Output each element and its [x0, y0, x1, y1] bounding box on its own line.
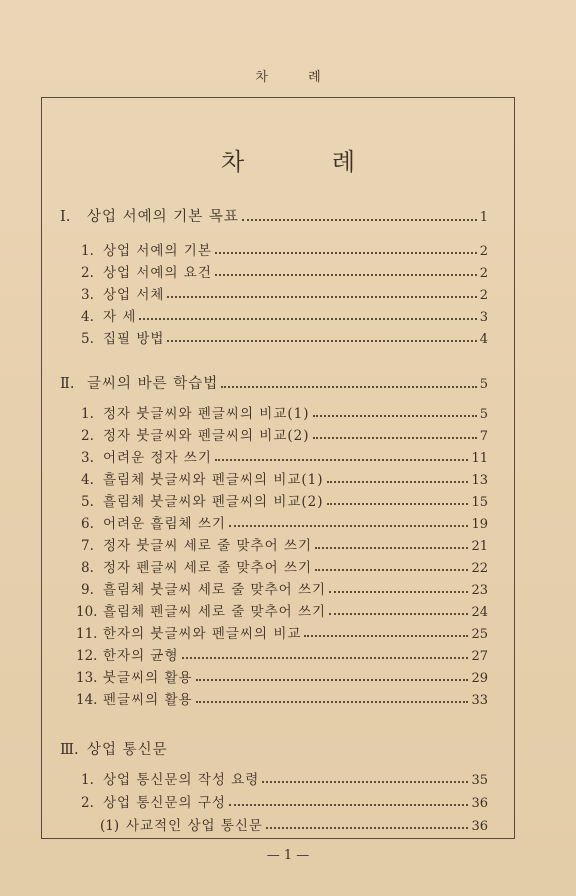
page-number: 19 — [471, 517, 488, 532]
toc-item[interactable] — [76, 600, 488, 620]
dot-leader — [139, 316, 476, 320]
page-number: 7 — [479, 429, 488, 444]
item-number: 2. — [81, 428, 94, 444]
item-label: 집필 방법 — [103, 331, 165, 347]
section-numeral: Ⅰ. — [60, 209, 71, 225]
toc-item[interactable] — [81, 446, 488, 466]
toc-item[interactable] — [81, 424, 488, 444]
item-label: 정자 붓글씨와 펜글씨의 비교(2) — [103, 428, 310, 444]
item-number: 3. — [81, 450, 94, 466]
item-label: 흘림체 붓글씨와 펜글씨의 비교(1) — [103, 472, 324, 488]
item-label: 자 세 — [103, 309, 137, 325]
item-number: 4. — [81, 472, 94, 488]
page-title: 차 례 — [221, 148, 395, 176]
toc-section-1[interactable] — [60, 205, 488, 226]
item-label: 정자 펜글씨 세로 줄 맞추어 쓰기 — [103, 560, 312, 576]
page-number: 33 — [471, 693, 488, 708]
dot-leader — [215, 272, 477, 276]
page-number: 5 — [479, 407, 488, 422]
page-number: 1 — [479, 210, 488, 225]
item-number: 1. — [81, 243, 94, 259]
toc-section-3[interactable] — [60, 738, 488, 759]
item-label: 상업 서예의 요건 — [103, 265, 212, 281]
item-number: 14. — [76, 692, 98, 708]
page-number: 22 — [471, 561, 488, 576]
page-number: 36 — [471, 819, 488, 834]
page-number: 23 — [471, 583, 488, 598]
page-number: 36 — [471, 796, 488, 811]
toc-item[interactable] — [81, 556, 488, 576]
section-numeral: Ⅲ. — [60, 742, 79, 758]
item-label: 상업 서체 — [103, 287, 165, 303]
dot-leader — [304, 633, 468, 637]
page-number: 24 — [471, 605, 488, 620]
item-label: 펜글씨의 활용 — [103, 692, 193, 708]
item-label: 상업 서예의 기본 — [103, 243, 212, 259]
dot-leader — [313, 435, 477, 439]
item-label: 흘림체 붓글씨 세로 줄 맞추어 쓰기 — [103, 582, 327, 598]
item-label: 한자의 균형 — [103, 648, 179, 664]
toc-item[interactable] — [81, 327, 488, 347]
toc-item[interactable] — [81, 512, 488, 532]
toc-item[interactable] — [81, 283, 488, 303]
dot-leader — [266, 825, 469, 829]
page-number: 4 — [479, 332, 488, 347]
dot-leader — [229, 523, 469, 527]
toc-item[interactable] — [81, 468, 488, 488]
toc-item[interactable] — [81, 490, 488, 510]
dot-leader — [215, 457, 469, 461]
dot-leader — [196, 699, 469, 703]
dot-leader — [315, 567, 468, 571]
page-number: 29 — [471, 671, 488, 686]
dot-leader — [167, 338, 476, 342]
item-label: 어려운 정자 쓰기 — [103, 450, 212, 466]
item-number: 8. — [81, 560, 94, 576]
item-label: 상업 통신문의 작성 요령 — [103, 772, 260, 788]
running-head: 차 례 — [255, 70, 339, 85]
item-number: 6. — [81, 516, 94, 532]
section-label: 상업 서예의 기본 목표 — [87, 209, 239, 225]
toc-item[interactable] — [81, 791, 488, 811]
dot-leader — [327, 501, 469, 505]
page-number: 2 — [479, 266, 488, 281]
subitem-number: (1) — [100, 818, 120, 834]
page-number: 15 — [471, 495, 488, 510]
item-number: 9. — [81, 582, 94, 598]
item-number: 3. — [81, 287, 94, 303]
toc-item[interactable] — [76, 688, 488, 708]
page-number: 2 — [479, 288, 488, 303]
toc-item[interactable] — [81, 768, 488, 788]
dot-leader — [215, 250, 477, 254]
dot-leader — [329, 589, 468, 593]
item-number: 7. — [81, 538, 94, 554]
section-numeral: Ⅱ. — [60, 376, 75, 392]
item-label: 한자의 붓글씨와 펜글씨의 비교 — [103, 626, 302, 642]
toc-item[interactable] — [81, 239, 488, 259]
page-number: 13 — [471, 473, 488, 488]
dot-leader — [313, 413, 477, 417]
toc-item[interactable] — [76, 644, 488, 664]
item-number: 5. — [81, 494, 94, 510]
item-label: 붓글씨의 활용 — [103, 670, 193, 686]
folio: — 1 — — [266, 848, 310, 863]
toc-section-2[interactable] — [60, 372, 488, 393]
dot-leader — [329, 611, 468, 615]
page-number: 35 — [471, 773, 488, 788]
item-number: 1. — [81, 406, 94, 422]
dot-leader — [182, 655, 469, 659]
toc-item[interactable] — [81, 402, 488, 422]
item-number: 4. — [81, 309, 94, 325]
page-number: 25 — [471, 627, 488, 642]
toc-item[interactable] — [76, 622, 488, 642]
item-label: 상업 통신문의 구성 — [103, 795, 226, 811]
dot-leader — [327, 479, 469, 483]
toc-item[interactable] — [81, 261, 488, 281]
toc-item[interactable] — [81, 305, 488, 325]
dot-leader — [242, 217, 477, 221]
dot-leader — [229, 802, 469, 806]
dot-leader — [315, 545, 468, 549]
page-number: 5 — [479, 377, 488, 392]
item-number: 2. — [81, 795, 94, 811]
page-number: 3 — [479, 310, 488, 325]
item-number: 12. — [76, 648, 98, 664]
page-number: 27 — [471, 649, 488, 664]
item-number: 10. — [76, 604, 98, 620]
page-number: 2 — [479, 244, 488, 259]
subitem-label: 사교적인 상업 통신문 — [126, 818, 263, 834]
item-label: 어려운 흘림체 쓰기 — [103, 516, 226, 532]
page-number: 11 — [471, 451, 488, 466]
section-label: 상업 통신문 — [87, 742, 168, 758]
dot-leader — [167, 294, 476, 298]
item-number: 11. — [76, 626, 98, 642]
item-number: 13. — [76, 670, 98, 686]
toc-item[interactable] — [81, 578, 488, 598]
item-number: 1. — [81, 772, 94, 788]
item-number: 5. — [81, 331, 94, 347]
page-number: 21 — [471, 539, 488, 554]
item-label: 흘림체 붓글씨와 펜글씨의 비교(2) — [103, 494, 324, 510]
item-label: 정자 붓글씨와 펜글씨의 비교(1) — [103, 406, 310, 422]
dot-leader — [196, 677, 469, 681]
item-label: 흘림체 펜글씨 세로 줄 맞추어 쓰기 — [103, 604, 327, 620]
toc-item[interactable] — [81, 534, 488, 554]
toc-subitem[interactable] — [100, 814, 488, 834]
dot-leader — [262, 779, 468, 783]
dot-leader — [221, 384, 476, 388]
item-label: 정자 붓글씨 세로 줄 맞추어 쓰기 — [103, 538, 312, 554]
item-number: 2. — [81, 265, 94, 281]
toc-item[interactable] — [76, 666, 488, 686]
section-label: 글씨의 바른 학습법 — [87, 376, 219, 392]
